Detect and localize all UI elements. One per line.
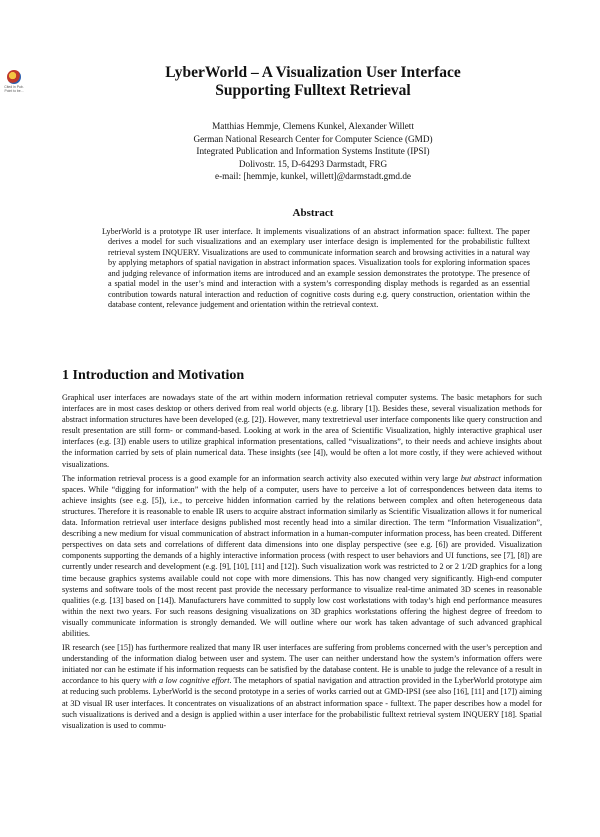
abstract-text: LyberWorld is a prototype IR user interface. It implements visualizations of an abstract information space: fulltext. The paper derives a model for such visualizations and an exemplary user interface design is implemented for the probabilistic fulltext retrieval system INQUERY. Visualizations are used to communicate information search and browsing activities in a natural way by applying metaphors of spatial navigation in abstract information spaces. Visualization tools for exploring information spaces and judging relevance of information items are introduced and an example session demonstrates the prototype. The presence of a spatial model in the user’s mind and interaction with a system’s corresponding display methods is regarded as an essential contribution towards natural interaction and reduction of cognitive costs during e.g. query construction, orientation within the database content, relevance judgement and orientation within the retrieval context. — [102, 226, 530, 309]
email-address: e-mail: [hemmje, kunkel, willett]@darmstadt.gmd.de — [215, 171, 411, 181]
paragraph-2-start: The information retrieval process is a good example for an information search activity also executed within very large — [62, 473, 461, 483]
section-introduction — [62, 359, 542, 734]
paragraph-3-rest: . The metaphors of spatial navigation and attraction provided in the LyberWorld prototype aim at reducing such problems. LyberWorld is the second prototype in a series of works carried out at GMD-IPSI (see also [16], [11] and [17]) aiming at 3D visual IR user interfaces. It concentrates on visualizations of an abstract information space - fulltext. The paper describes how a model for such visualizations is derived and a design is applied within a user interface for the probabilistic fulltext retrieval system INQUERY [18]. Spatial visualization is used to commu- — [62, 676, 542, 730]
paragraph-2-emphasis: but abstract — [460, 473, 501, 483]
author-block — [88, 120, 538, 183]
journal-logo — [2, 70, 26, 98]
abstract-heading: Abstract — [292, 206, 334, 219]
logo-caption: Cited in Pub. Point to be... — [4, 85, 24, 93]
paragraph-2 — [62, 473, 542, 639]
paper-header — [88, 64, 538, 311]
paragraph-2-rest: information spaces. While “digging for information” with the help of a computer, users have to perceive a lot of correspondences between data items to achieve insights (see e.g. [5]), i.e., to perceive hidden information carried by the relations between complex and often heterogeneous data structures. Therefore it is reasonable to enable IR users to acquire abstract information similarly as Scientific Visualization allows it for numerical data. Information retrieval user interface designs published most recently head into a similar direction. The term “Information Visualization”, describing a new medium for visual communication of abstract information in a human-computer information process, has been created. Different perspectives on data sets and correlations of different data dimensions into one display perspective (see e.g. [6]) are provided. Visualization components supporting the demands of a highly interactive information process (with respect to user behaviors and UI functions, see [7], [8]) are currently under research and development (e.g. [9], [10], [11] and [12]). Such visualization work was restricted to 2 or 2 1/2D graphics for a long time because graphics systems available could not cope with more dimensions. This has now changed very significantly. High-end computer systems and software tools of the most recent past provide the necessary performance to visualize real-time animated 3D scenes in reasonable qualities (e.g. [13] based on [14]). Manufacturers have committed to supply low cost workstations with today’s high end performance measures within the next two years. For such reasons designing visualizations on 3D graphics workstations offering the highest degree of freedom to visually communicate information is strongly demanded. We will outline where our work has taken advantage of such advanced graphical abilities. — [62, 473, 543, 638]
globe-icon — [7, 70, 21, 84]
affiliation-2: Integrated Publication and Information Systems Institute (IPSI) — [196, 146, 430, 156]
affiliation-1: German National Research Center for Computer Science (GMD) — [193, 133, 433, 144]
title-line-1: LyberWorld – A Visualization User Interface — [165, 64, 461, 81]
author-names: Matthias Hemmje, Clemens Kunkel, Alexander Willett — [212, 121, 414, 131]
section-heading: 1 Introduction and Motivation — [62, 368, 245, 383]
paragraph-3-emphasis: with a low cognitive effort — [142, 676, 230, 686]
paragraph-1: Graphical user interfaces are nowadays state of the art within modern information retrieval computer systems. The basic metaphors for such interfaces are in most cases desktop or others derived from real world objects (e.g. library [1]). Besides these, several visualization methods for abstract information structures have been developed (e.g. [2]). However, many textretrieval user interface components like query construction and result presentation are still form- or command-based. Looking at work in the area of Scientific Visualization, highly interactive graphical user interfaces (e.g. [3]) enable users to utilize graphical information presentations, called “visualizations”, to their needs and achieve insights about the information carried by sets of plain numerical data. These insights (see [4]), would be often a lot more costly, if they were achieved without visualizations. — [62, 393, 542, 469]
paper-title — [88, 64, 538, 100]
paragraph-3-start: IR research (see [15]) has furthermore realized that many IR user interfaces are suffering from problems concerned with the user’s perception and understanding of the information dialog between user and system. The user can neither understand how the system’s information offers were initiated nor can he estimate if his information requests can be satisfied by the database content. He is unable to judge the relevance of a result in accordance to his query — [62, 643, 542, 686]
paragraph-3 — [62, 642, 542, 731]
postal-address: Dolivostr. 15, D-64293 Darmstadt, FRG — [238, 158, 388, 169]
title-line-2: Supporting Fulltext Retrieval — [215, 82, 411, 99]
